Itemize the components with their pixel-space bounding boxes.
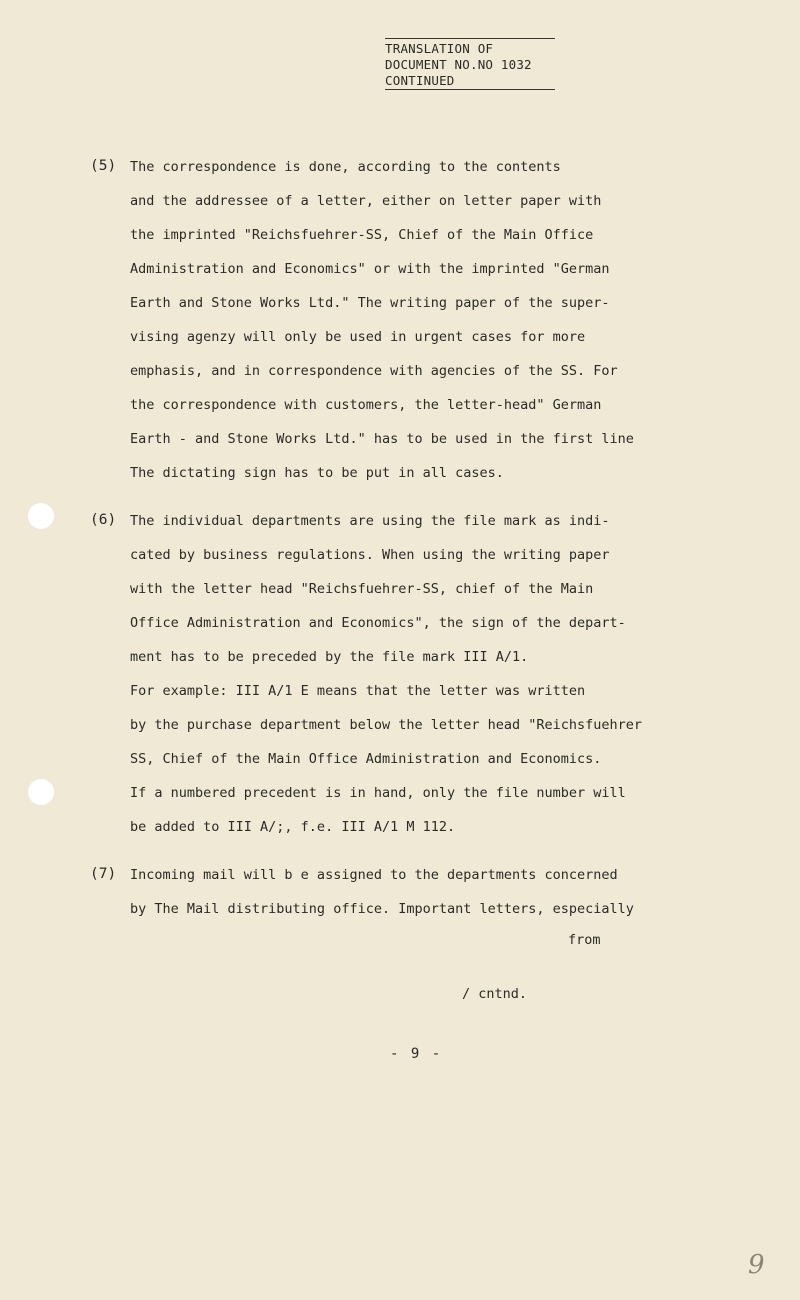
text-line: Office Administration and Economics", the sign of the depart- <box>130 615 626 631</box>
paragraph-number: (7) <box>90 866 117 882</box>
document-header <box>385 38 555 90</box>
text-line: Earth and Stone Works Ltd." The writing paper of the super- <box>130 295 610 311</box>
text-line: Administration and Economics" or with the imprinted "German <box>130 261 610 277</box>
paragraph-text <box>130 866 690 934</box>
text-line: by the purchase department below the letter head "Reichsfuehrer <box>130 717 643 733</box>
punch-hole-bottom <box>28 779 54 805</box>
text-line: the imprinted "Reichsfuehrer-SS, Chief of the Main Office <box>130 227 594 243</box>
text-line: For example: III A/1 E means that the letter was written <box>130 683 586 699</box>
text-line: vising agenzy will only be used in urgent cases for more <box>130 329 586 345</box>
text-line: Earth - and Stone Works Ltd." has to be used in the first line <box>130 431 634 447</box>
text-line: The correspondence is done, according to the contents <box>130 159 561 175</box>
paragraph-number: (5) <box>90 158 117 174</box>
page-number: - 9 - <box>390 1046 443 1062</box>
text-line: emphasis, and in correspondence with agencies of the SS. For <box>130 363 618 379</box>
paragraph-text <box>130 158 690 498</box>
text-line: be added to III A/;, f.e. III A/1 M 112. <box>130 819 456 835</box>
text-line: If a numbered precedent is in hand, only the file number will <box>130 785 626 801</box>
paragraph-text <box>130 512 690 852</box>
continuation-word: from <box>568 932 601 948</box>
text-line: Incoming mail will b e assigned to the departments concerned <box>130 867 618 883</box>
text-line: SS, Chief of the Main Office Administration and Economics. <box>130 751 602 767</box>
continued-marker: / cntnd. <box>462 986 528 1002</box>
text-line: with the letter head "Reichsfuehrer-SS, chief of the Main <box>130 581 594 597</box>
text-line: and the addressee of a letter, either on letter paper with <box>130 193 602 209</box>
pencil-page-mark: 9 <box>748 1250 765 1280</box>
header-line-1: TRANSLATION OF <box>385 41 494 56</box>
text-line: by The Mail distributing office. Important letters, especially <box>130 901 634 917</box>
text-line: cated by business regulations. When using the writing paper <box>130 547 610 563</box>
header-line-2: DOCUMENT NO.NO 1032 <box>385 57 532 72</box>
text-line: ment has to be preceded by the file mark III A/1. <box>130 649 529 665</box>
text-line: The dictating sign has to be put in all cases. <box>130 465 504 481</box>
punch-hole-top <box>28 503 54 529</box>
paragraph-number: (6) <box>90 512 117 528</box>
text-line: the correspondence with customers, the letter-head" German <box>130 397 602 413</box>
header-line-3: CONTINUED <box>385 73 555 90</box>
text-line: The individual departments are using the file mark as indi- <box>130 513 610 529</box>
